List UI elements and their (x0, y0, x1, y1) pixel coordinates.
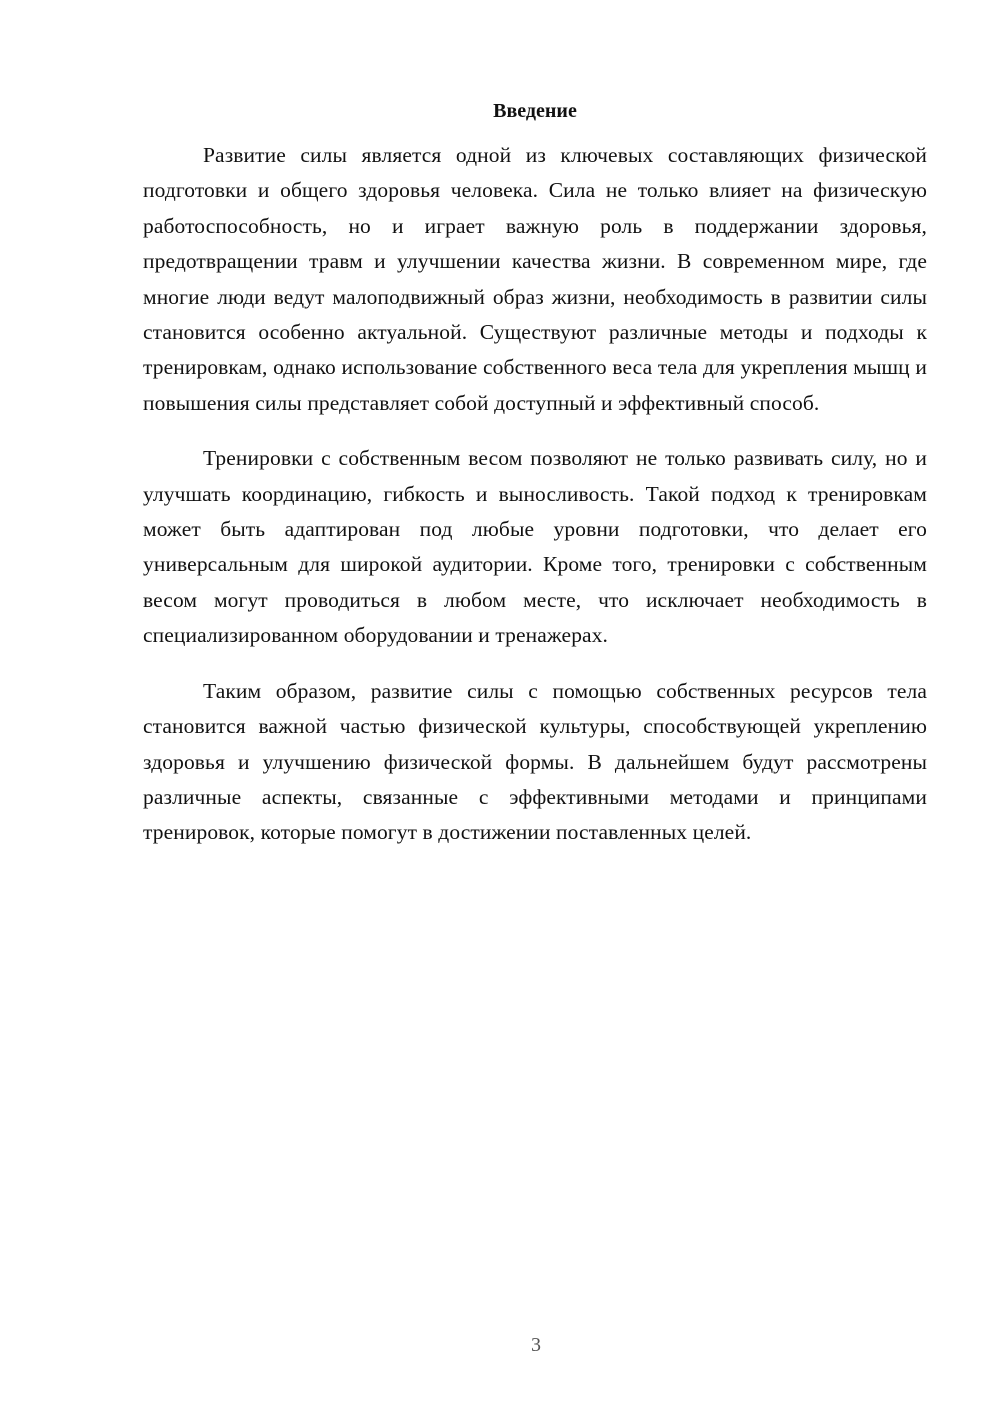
section-title: Введение (493, 100, 577, 122)
paragraph-1: Развитие силы является одной из ключевых составляющих физической подготовки и общего здоровья человека. Сила не только влияет на физическую работоспособность, но и играет важную роль в поддержании здоровья, предотвращении травм и улучшении качества жизни. В современном мире, где многие люди ведут малоподвижный образ жизни, необходимость в развитии силы становится особенно актуальной. Существуют различные методы и подходы к тренировкам, однако использование собственного веса тела для укрепления мышц и повышения силы представляет собой доступный и эффективный способ. (143, 143, 927, 415)
page-content (143, 96, 927, 871)
paragraph-2: Тренировки с собственным весом позволяют не только развивать силу, но и улучшать координацию, гибкость и выносливость. Такой подход к тренировкам может быть адаптирован под любые уровни подготовки, что делает его универсальным для широкой аудитории. Кроме того, тренировки с собственным весом могут проводиться в любом месте, что исключает необходимость в специализированном оборудовании и тренажерах. (143, 446, 927, 648)
page-number: 3 (531, 1334, 541, 1356)
paragraph-3: Таким образом, развитие силы с помощью собственных ресурсов тела становится важной частью физической культуры, способствующей укреплению здоровья и улучшению физической формы. В дальнейшем будут рассмотрены различные аспекты, связанные с эффективными методами и принципами тренировок, которые помогут в достижении поставленных целей. (143, 678, 927, 845)
